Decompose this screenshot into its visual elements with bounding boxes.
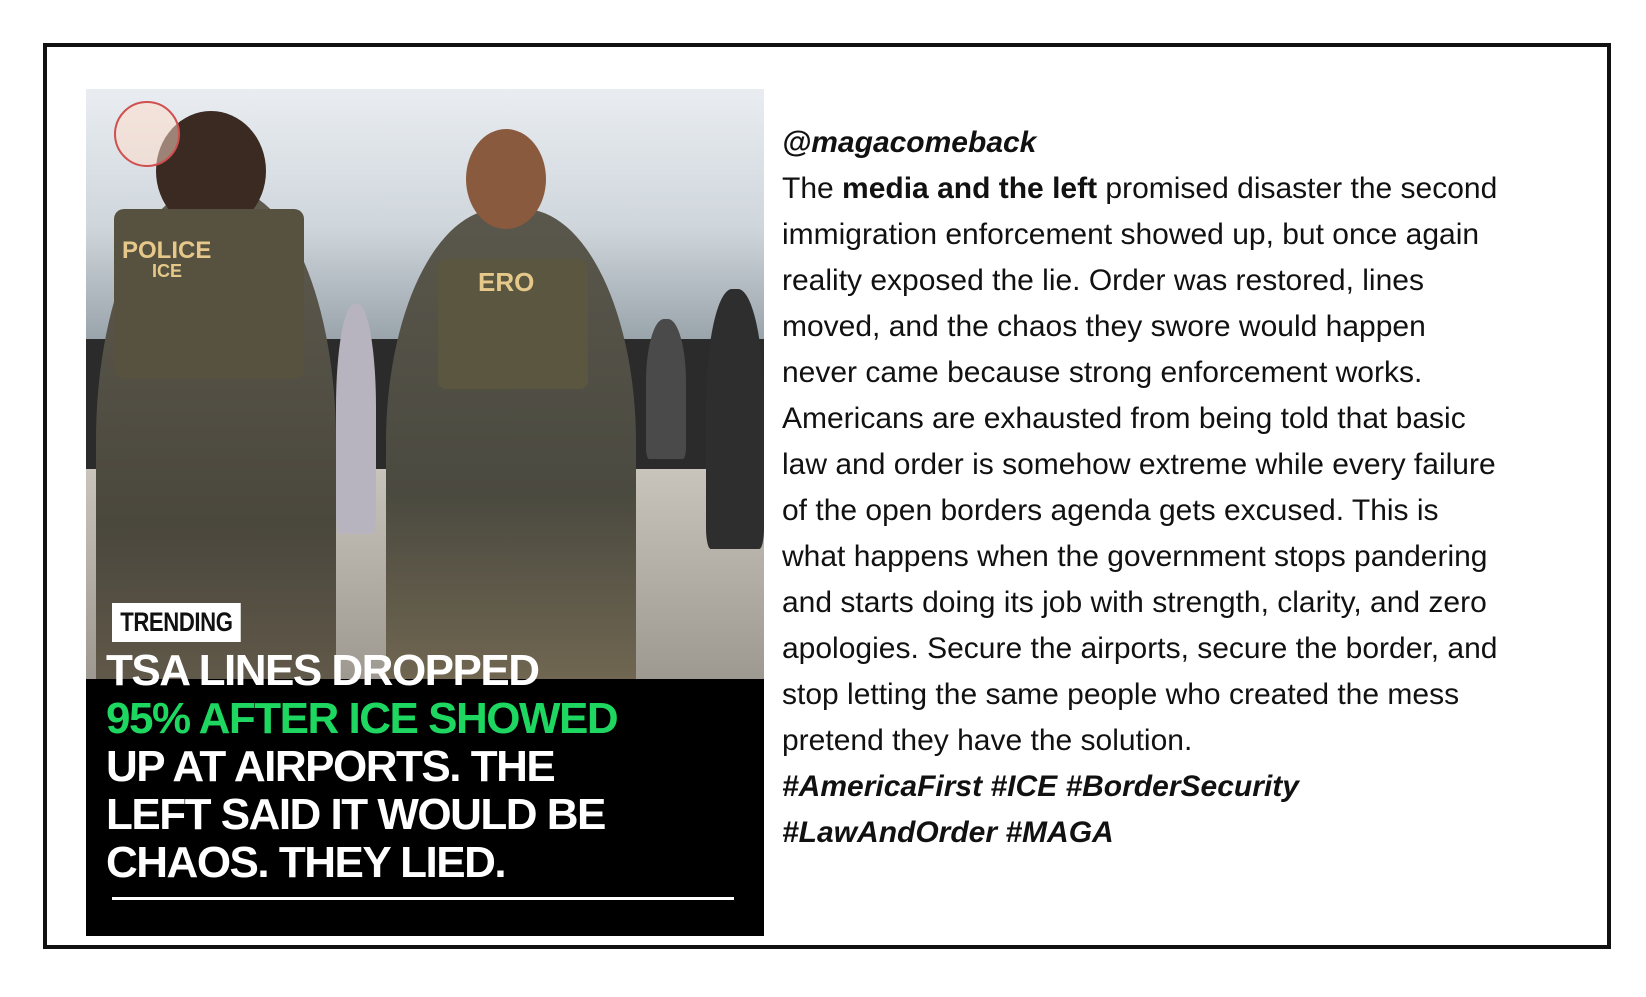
vest-label-ero: ERO [478, 267, 535, 297]
brand-logo [114, 101, 180, 167]
traveler [336, 304, 376, 534]
vest-label-ice: ICE [152, 261, 183, 281]
traveler [706, 289, 764, 549]
hashtags[interactable]: #AmericaFirst #ICE #BorderSecurity #LawAndOrder #MAGA [782, 770, 1299, 849]
body-emphasis: media and the left [842, 172, 1098, 205]
officer-right-head [466, 129, 546, 229]
traveler [646, 319, 686, 459]
post-image [86, 89, 764, 936]
body-prefix: The [782, 172, 843, 205]
post-text [782, 120, 1582, 856]
headline-line-highlight: 95% AFTER ICE SHOWED [106, 694, 618, 743]
headline-line: CHAOS. THEY LIED. [106, 838, 506, 887]
headline-line: UP AT AIRPORTS. THE [106, 742, 555, 791]
post-body [782, 166, 1502, 764]
headline-line: LEFT SAID IT WOULD BE [106, 790, 605, 839]
trending-badge: TRENDING [112, 603, 241, 642]
headline-line: TSA LINES DROPPED [106, 646, 539, 695]
body-rest: promised disaster the second immigration enforcement showed up, but once again reality exposed the lie. Order was restored, lines moved, and the chaos they swore would happen never came because strong enforcement works. Americans are exhausted from being told that basic law and order is somehow extreme while every failure of the open borders agenda gets excused. This is what happens when the government stops pandering and starts doing its job with strength, clarity, and zero apologies. Secure the airports, secure the border, and stop letting the same people who created the mess pretend they have the solution. [782, 172, 1498, 757]
author-handle[interactable]: @magacomeback [782, 126, 1037, 159]
headline [106, 647, 746, 887]
vest-label-police: POLICE [122, 237, 212, 264]
divider-line [112, 897, 734, 900]
officer-left-vest [114, 209, 304, 379]
